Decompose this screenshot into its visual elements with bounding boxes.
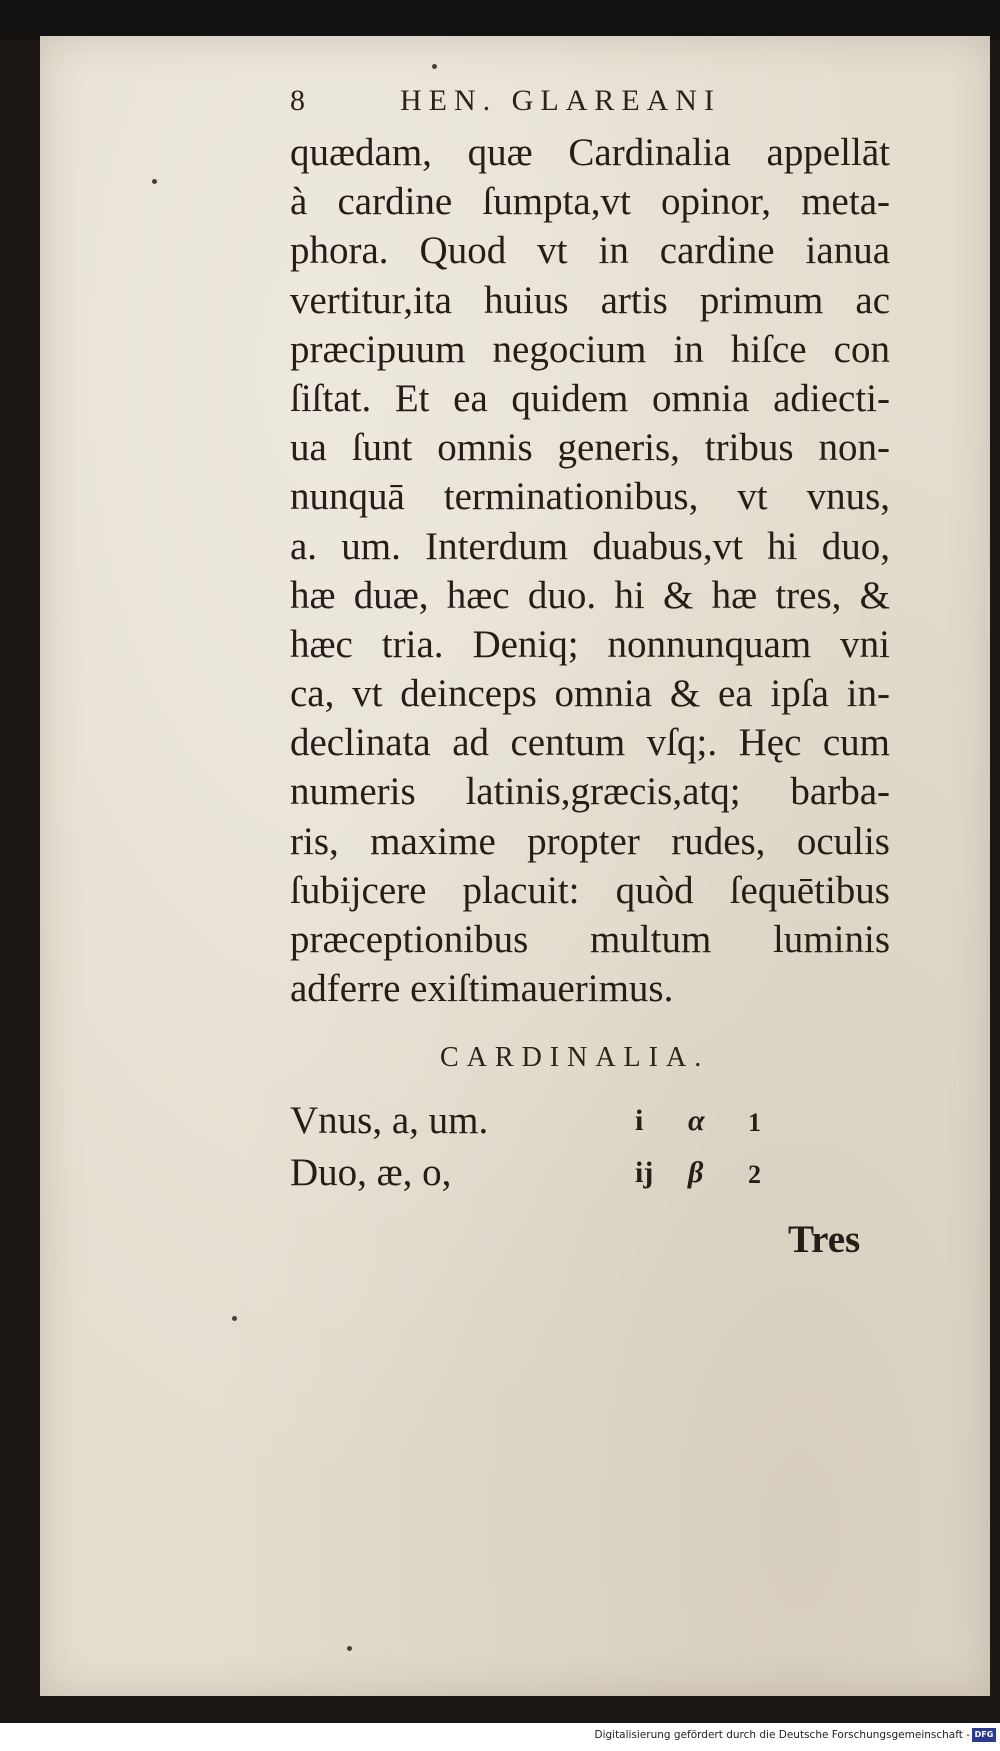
text-line: adferre exiſtimauerimus. [290, 967, 674, 1011]
paper-speck [152, 179, 157, 184]
greek-numeral: α [688, 1104, 705, 1137]
text-line: phora. Quod vt in cardine ianua [290, 229, 890, 273]
scanner-edge [0, 0, 1000, 40]
paper-speck [432, 64, 437, 69]
text-line: præcipuum negocium in hiſce con [290, 327, 890, 371]
text-line: ſubijcere placuit: quòd ſequētibus [290, 868, 890, 912]
text-line: præceptionibus multum luminis [290, 918, 890, 961]
dfg-logo: DFG [972, 1728, 996, 1742]
text-line: ca, vt deinceps omnia & ea ipſa in- [290, 672, 890, 716]
running-title: HEN. GLAREANI [400, 84, 721, 117]
text-line: quædam, quæ Cardinalia appellāt [290, 131, 890, 174]
funding-credit: Digitalisierung gefördert durch die Deutsche Forschungsgemeinschaft - [594, 1729, 970, 1741]
numeral-word: Duo, æ, o, [290, 1151, 452, 1194]
text-line: ſiſtat. Et ea quidem omnia adiecti- [290, 376, 890, 420]
text-line: ua ſunt omnis generis, tribus non- [290, 426, 890, 470]
numeral-table [290, 1098, 890, 1202]
page-number: 8 [290, 84, 305, 117]
text-line: a. um. Interdum duabus,vt hi duo, [290, 524, 890, 568]
paper-speck [347, 1646, 352, 1651]
latin-numeral: i [635, 1104, 644, 1137]
greek-numeral: β [688, 1156, 704, 1189]
numeral-row [290, 1150, 890, 1202]
arabic-numeral: 2 [748, 1160, 761, 1189]
text-line: hæc tria. Deniq; nonnunquam vni [290, 622, 890, 666]
text-line: à cardine ſumpta,vt opinor, meta- [290, 180, 890, 224]
catchword: Tres [788, 1218, 861, 1261]
text-line: ris, maxime propter rudes, oculis [290, 819, 890, 863]
section-heading: CARDINALIA. [440, 1042, 710, 1073]
arabic-numeral: 1 [748, 1108, 761, 1137]
paper-speck [232, 1316, 237, 1321]
footer-bar [0, 1723, 1000, 1751]
text-line: vertitur,ita huius artis primum ac [290, 278, 890, 322]
body-text [290, 128, 890, 1013]
text-line: nunquā terminationibus, vt vnus, [290, 475, 890, 519]
text-line: declinata ad centum vſq;. Hęc cum [290, 721, 890, 765]
latin-numeral: ij [635, 1156, 654, 1189]
numeral-word: Vnus, a, um. [290, 1099, 489, 1142]
text-line: hæ duæ, hæc duo. hi & hæ tres, & [290, 573, 890, 617]
text-line: numeris latinis,græcis,atq; barba- [290, 770, 890, 814]
numeral-row [290, 1098, 890, 1150]
running-head [290, 84, 890, 124]
